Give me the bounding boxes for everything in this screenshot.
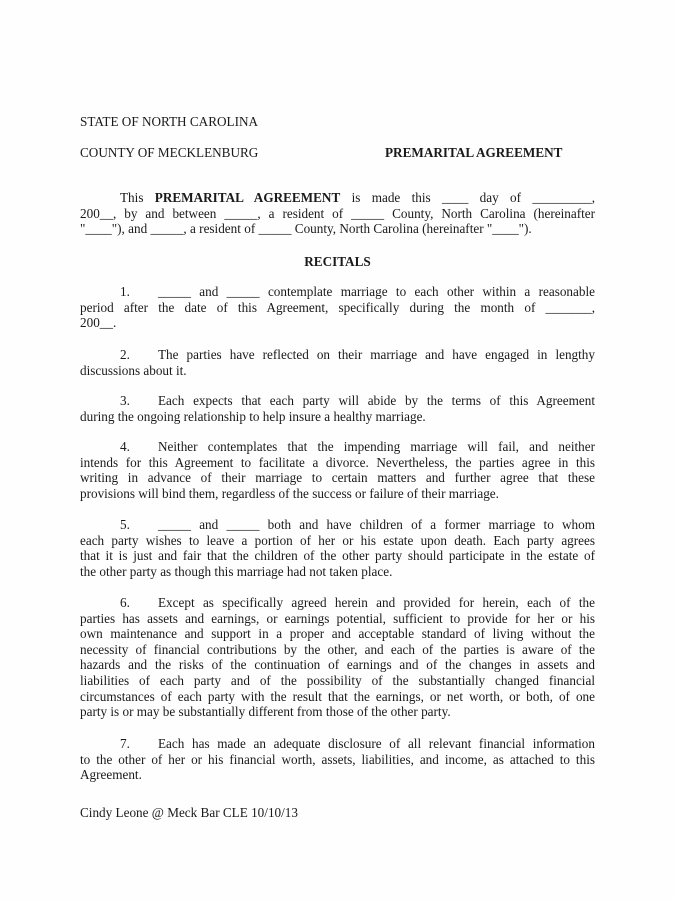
recital-number: 4. — [120, 439, 130, 454]
recital-text: hazards and the risks of the continuation of earnings and of the changes in assets and — [80, 657, 595, 673]
intro-line — [80, 190, 595, 206]
recital-text: to the other of her or his financial worth, assets, liabilities, and income, as attached to this — [80, 751, 595, 767]
recital-paragraph — [80, 439, 595, 501]
recital-text: writing in advance of their marriage to certain matters and further agree that these — [80, 470, 595, 486]
state-heading: STATE OF NORTH CAROLINA — [80, 114, 259, 129]
recital-text: during the ongoing relationship to help insure a healthy marriage. — [80, 408, 426, 424]
recital-paragraph — [80, 517, 595, 579]
recital-paragraph — [80, 284, 595, 331]
recital-text: The parties have reflected on their marriage and have engaged in lengthy — [158, 347, 595, 362]
recital-line — [80, 689, 595, 705]
recital-text: liabilities of each party and of the possibility of the substantially changed financial — [80, 672, 595, 688]
recital-line — [80, 548, 595, 564]
recital-line — [80, 752, 595, 768]
recital-line — [80, 347, 595, 363]
recital-line — [80, 657, 595, 673]
intro-text: This — [120, 190, 155, 205]
recital-text: the other party as though this marriage had not taken place. — [80, 563, 393, 579]
recital-paragraph — [80, 347, 595, 378]
recital-text: that it is just and fair that the children of the other party should participate in the estate of — [80, 548, 595, 564]
recital-text: necessity of financial contributions by the other, and each of the parties is aware of the — [80, 641, 595, 657]
recital-number: 7. — [120, 736, 130, 751]
county-heading: COUNTY OF MECKLENBURG — [80, 145, 259, 160]
recitals-heading: RECITALS — [304, 254, 371, 269]
recital-number: 5. — [120, 517, 130, 532]
recital-line — [80, 595, 595, 611]
recital-text: _____ and _____ both and have children of a former marriage to whom — [158, 517, 595, 532]
recital-paragraph — [80, 393, 595, 424]
recital-line — [80, 533, 595, 549]
recital-text: Agreement. — [80, 767, 142, 783]
recital-text: Neither contemplates that the impending marriage will fail, and neither — [158, 439, 595, 454]
recital-line — [80, 300, 595, 316]
recital-number: 3. — [120, 393, 130, 408]
intro-line: 200__, by and between _____, a resident of _____ County, North Carolina (hereinafter — [80, 205, 595, 221]
recital-text: parties has assets and earnings, or earnings potential, sufficient to provide for her or his — [80, 610, 595, 626]
recital-text: period after the date of this Agreement, specifically during the month of _______, — [80, 299, 595, 315]
recital-line — [80, 626, 595, 642]
intro-line: "____"), and _____, a resident of _____ County, North Carolina (hereinafter "____"). — [80, 221, 532, 237]
recital-text: intends for this Agreement to facilitate a divorce. Nevertheless, the parties agree in this — [80, 454, 595, 470]
recital-line — [80, 393, 595, 409]
recital-text: Except as specifically agreed herein and provided for herein, each of the — [158, 595, 595, 610]
recital-line — [80, 470, 595, 486]
recital-line — [80, 284, 595, 300]
recital-text: Each has made an adequate disclosure of all relevant financial information — [158, 736, 595, 751]
recital-line — [80, 517, 595, 533]
recital-text: each party wishes to leave a portion of her or his estate upon death. Each party agrees — [80, 532, 595, 548]
intro-text: is made this ____ day of _________, — [340, 190, 595, 205]
recital-number: 2. — [120, 347, 130, 362]
recital-text: provisions will bind them, regardless of the success or failure of their marriage. — [80, 485, 499, 501]
recital-number: 1. — [120, 284, 130, 299]
recital-line — [80, 673, 595, 689]
recital-text: circumstances of each party with the result that the earnings, or net worth, or both, of one — [80, 688, 595, 704]
recital-paragraph — [80, 736, 595, 783]
recital-line — [80, 611, 595, 627]
intro-paragraph — [80, 190, 595, 237]
recital-number: 6. — [120, 595, 130, 610]
recital-text: party is or may be substantially different from those of the other party. — [80, 704, 451, 720]
recital-text: 200__. — [80, 315, 117, 331]
recital-text: own maintenance and support in a proper and acceptable standard of living without the — [80, 626, 595, 642]
recital-line — [80, 439, 595, 455]
recital-line — [80, 736, 595, 752]
recital-line — [80, 486, 595, 502]
recital-line — [80, 409, 595, 425]
recital-text: discussions about it. — [80, 362, 187, 378]
recital-text: Each expects that each party will abide by the terms of this Agreement — [158, 393, 595, 408]
recital-text: _____ and _____ contemplate marriage to each other within a reasonable — [158, 284, 595, 299]
recital-line — [80, 767, 595, 783]
footer-credit: Cindy Leone @ Meck Bar CLE 10/10/13 — [80, 805, 298, 820]
recital-paragraph — [80, 595, 595, 720]
recital-line — [80, 564, 595, 580]
document-title: PREMARITAL AGREEMENT — [385, 145, 563, 160]
recital-line — [80, 315, 595, 331]
recital-line — [80, 455, 595, 471]
recital-line — [80, 642, 595, 658]
recital-line — [80, 704, 595, 720]
recital-line — [80, 363, 595, 379]
intro-bold-title: PREMARITAL AGREEMENT — [154, 190, 341, 205]
